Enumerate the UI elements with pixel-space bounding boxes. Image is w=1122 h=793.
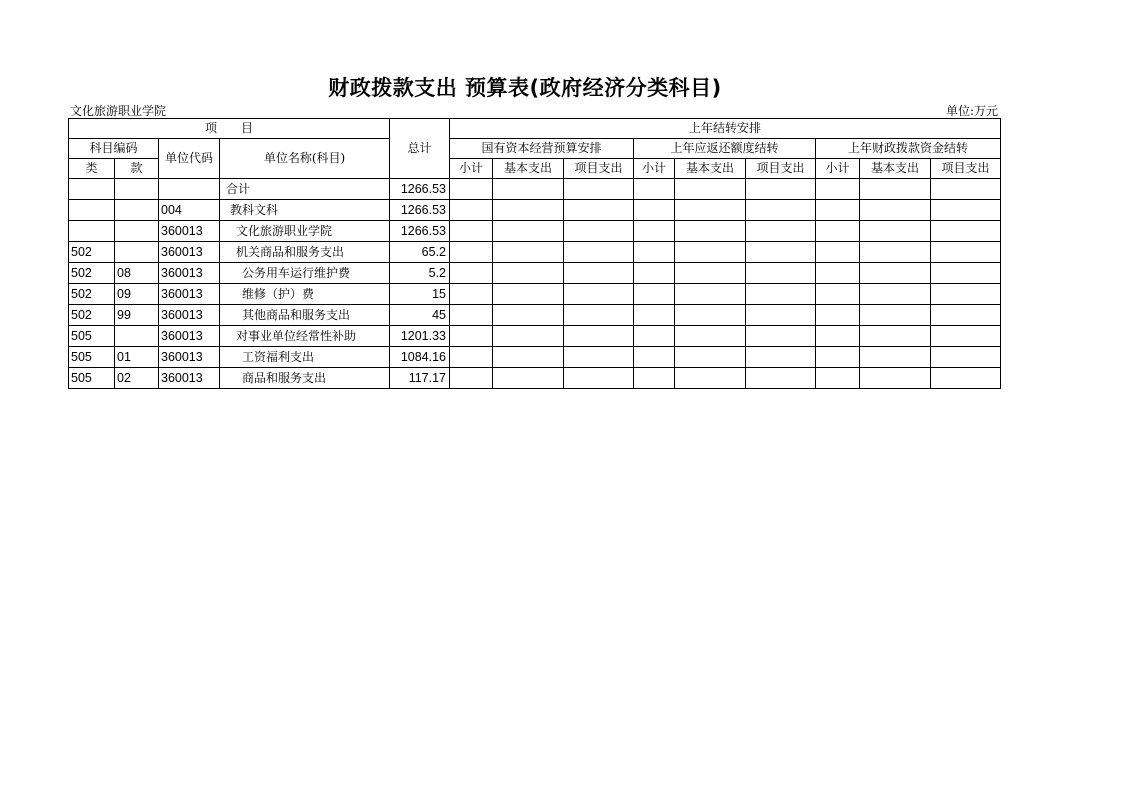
table-body [69,179,1001,389]
class-cell: 505 [69,347,115,368]
total-cell: 15 [390,284,450,305]
carryover-cell [931,326,1001,347]
unit-code-cell: 360013 [159,242,220,263]
class-cell [69,221,115,242]
carryover-cell [746,179,816,200]
carryover-cell [860,284,931,305]
carryover-cell [675,200,746,221]
carryover-cell [860,221,931,242]
unit-name-cell: 对事业单位经常性补助 [220,326,390,347]
header-basic-expense: 基本支出 [493,159,564,179]
carryover-cell [746,263,816,284]
class-cell: 502 [69,284,115,305]
header-project-expense: 项目支出 [746,159,816,179]
carryover-cell [450,305,493,326]
carryover-cell [564,200,634,221]
class-cell: 502 [69,263,115,284]
carryover-cell [816,242,860,263]
carryover-cell [860,200,931,221]
table-row [69,368,1001,389]
header-subtotal: 小计 [634,159,675,179]
carryover-cell [675,221,746,242]
section-cell: 01 [115,347,159,368]
unit-code-cell: 360013 [159,221,220,242]
carryover-cell [450,326,493,347]
carryover-cell [931,368,1001,389]
header-item: 项 目 [69,119,390,139]
total-cell: 1266.53 [390,221,450,242]
page-title: 财政拨款支出 预算表(政府经济分类科目) [328,76,722,100]
unit-name-cell: 工资福利支出 [220,347,390,368]
section-cell: 02 [115,368,159,389]
section-cell: 09 [115,284,159,305]
total-cell: 1201.33 [390,326,450,347]
total-cell: 65.2 [390,242,450,263]
header-subtotal: 小计 [450,159,493,179]
table-row [69,242,1001,263]
header-basic-expense: 基本支出 [675,159,746,179]
organization-name: 文化旅游职业学院 [70,104,167,118]
carryover-cell [816,221,860,242]
unit-label: 单位:万元 [945,104,998,118]
carryover-cell [564,347,634,368]
total-cell: 117.17 [390,368,450,389]
carryover-cell [493,305,564,326]
carryover-cell [746,200,816,221]
total-cell: 5.2 [390,263,450,284]
carryover-cell [493,200,564,221]
carryover-cell [564,179,634,200]
table-row [69,200,1001,221]
carryover-cell [816,326,860,347]
carryover-cell [816,305,860,326]
header-unit-code: 单位代码 [159,139,220,179]
carryover-cell [450,284,493,305]
carryover-cell [564,242,634,263]
carryover-cell [746,221,816,242]
unit-name-cell: 合计 [220,179,390,200]
carryover-cell [493,221,564,242]
section-cell [115,221,159,242]
carryover-cell [493,347,564,368]
unit-name-cell: 维修（护）费 [220,284,390,305]
carryover-cell [634,326,675,347]
header-basic-expense: 基本支出 [860,159,931,179]
table-row [69,305,1001,326]
carryover-cell [634,200,675,221]
carryover-cell [634,284,675,305]
unit-code-cell: 360013 [159,305,220,326]
carryover-cell [450,368,493,389]
unit-name-cell: 机关商品和服务支出 [220,242,390,263]
carryover-cell [860,368,931,389]
carryover-cell [860,242,931,263]
carryover-cell [493,263,564,284]
total-cell: 1266.53 [390,179,450,200]
carryover-cell [634,179,675,200]
header-carryover: 上年结转安排 [450,119,1001,139]
header-subject-code: 科目编码 [69,139,159,159]
carryover-cell [634,305,675,326]
header-section: 款 [115,159,159,179]
carryover-cell [860,347,931,368]
total-cell: 1084.16 [390,347,450,368]
unit-code-cell: 360013 [159,368,220,389]
unit-name-cell: 公务用车运行维护费 [220,263,390,284]
carryover-cell [564,284,634,305]
carryover-cell [493,179,564,200]
class-cell: 505 [69,368,115,389]
header-total: 总计 [390,119,450,179]
carryover-cell [493,284,564,305]
section-cell: 99 [115,305,159,326]
carryover-cell [675,305,746,326]
carryover-cell [493,326,564,347]
carryover-cell [450,347,493,368]
carryover-cell [746,347,816,368]
total-cell: 1266.53 [390,200,450,221]
carryover-cell [634,242,675,263]
carryover-cell [634,263,675,284]
carryover-cell [564,221,634,242]
carryover-cell [860,179,931,200]
unit-name-cell: 其他商品和服务支出 [220,305,390,326]
header-unit-name: 单位名称(科目) [220,139,390,179]
carryover-cell [931,347,1001,368]
carryover-cell [931,179,1001,200]
carryover-cell [450,263,493,284]
carryover-cell [860,263,931,284]
header-group-fiscal-carry: 上年财政拨款资金结转 [816,139,1001,159]
section-cell: 08 [115,263,159,284]
table-row [69,326,1001,347]
unit-code-cell: 360013 [159,284,220,305]
carryover-cell [675,179,746,200]
header-project-expense: 项目支出 [564,159,634,179]
carryover-cell [931,200,1001,221]
carryover-cell [816,284,860,305]
header-group-return-quota: 上年应返还额度结转 [634,139,816,159]
section-cell [115,242,159,263]
carryover-cell [860,305,931,326]
carryover-cell [564,263,634,284]
carryover-cell [634,368,675,389]
header-project-expense: 项目支出 [931,159,1001,179]
carryover-cell [450,242,493,263]
class-cell [69,200,115,221]
carryover-cell [931,221,1001,242]
section-cell [115,326,159,347]
carryover-cell [675,284,746,305]
header-subtotal: 小计 [816,159,860,179]
unit-code-cell: 360013 [159,263,220,284]
carryover-cell [746,284,816,305]
section-cell [115,179,159,200]
class-cell: 502 [69,305,115,326]
carryover-cell [931,263,1001,284]
carryover-cell [634,347,675,368]
carryover-cell [931,284,1001,305]
unit-code-cell: 360013 [159,326,220,347]
header-class: 类 [69,159,115,179]
carryover-cell [493,368,564,389]
header-group-state-capital: 国有资本经营预算安排 [450,139,634,159]
carryover-cell [564,368,634,389]
carryover-cell [675,347,746,368]
carryover-cell [493,242,564,263]
unit-name-cell: 文化旅游职业学院 [220,221,390,242]
total-cell: 45 [390,305,450,326]
carryover-cell [816,179,860,200]
carryover-cell [746,305,816,326]
carryover-cell [450,200,493,221]
table-row [69,221,1001,242]
table-row [69,179,1001,200]
unit-name-cell: 商品和服务支出 [220,368,390,389]
budget-table [68,118,1001,389]
unit-code-cell: 004 [159,200,220,221]
carryover-cell [450,179,493,200]
carryover-cell [746,326,816,347]
carryover-cell [675,326,746,347]
table-row [69,284,1001,305]
unit-code-cell [159,179,220,200]
carryover-cell [860,326,931,347]
carryover-cell [450,221,493,242]
class-cell: 502 [69,242,115,263]
unit-code-cell: 360013 [159,347,220,368]
class-cell: 505 [69,326,115,347]
carryover-cell [816,347,860,368]
table-row [69,263,1001,284]
table-row [69,347,1001,368]
carryover-cell [634,221,675,242]
unit-name-cell: 教科文科 [220,200,390,221]
carryover-cell [564,305,634,326]
carryover-cell [816,368,860,389]
carryover-cell [931,305,1001,326]
carryover-cell [564,326,634,347]
carryover-cell [816,263,860,284]
section-cell [115,200,159,221]
carryover-cell [675,368,746,389]
carryover-cell [675,242,746,263]
table-header [69,119,1001,179]
carryover-cell [746,368,816,389]
carryover-cell [931,242,1001,263]
carryover-cell [746,242,816,263]
carryover-cell [816,200,860,221]
carryover-cell [675,263,746,284]
class-cell [69,179,115,200]
